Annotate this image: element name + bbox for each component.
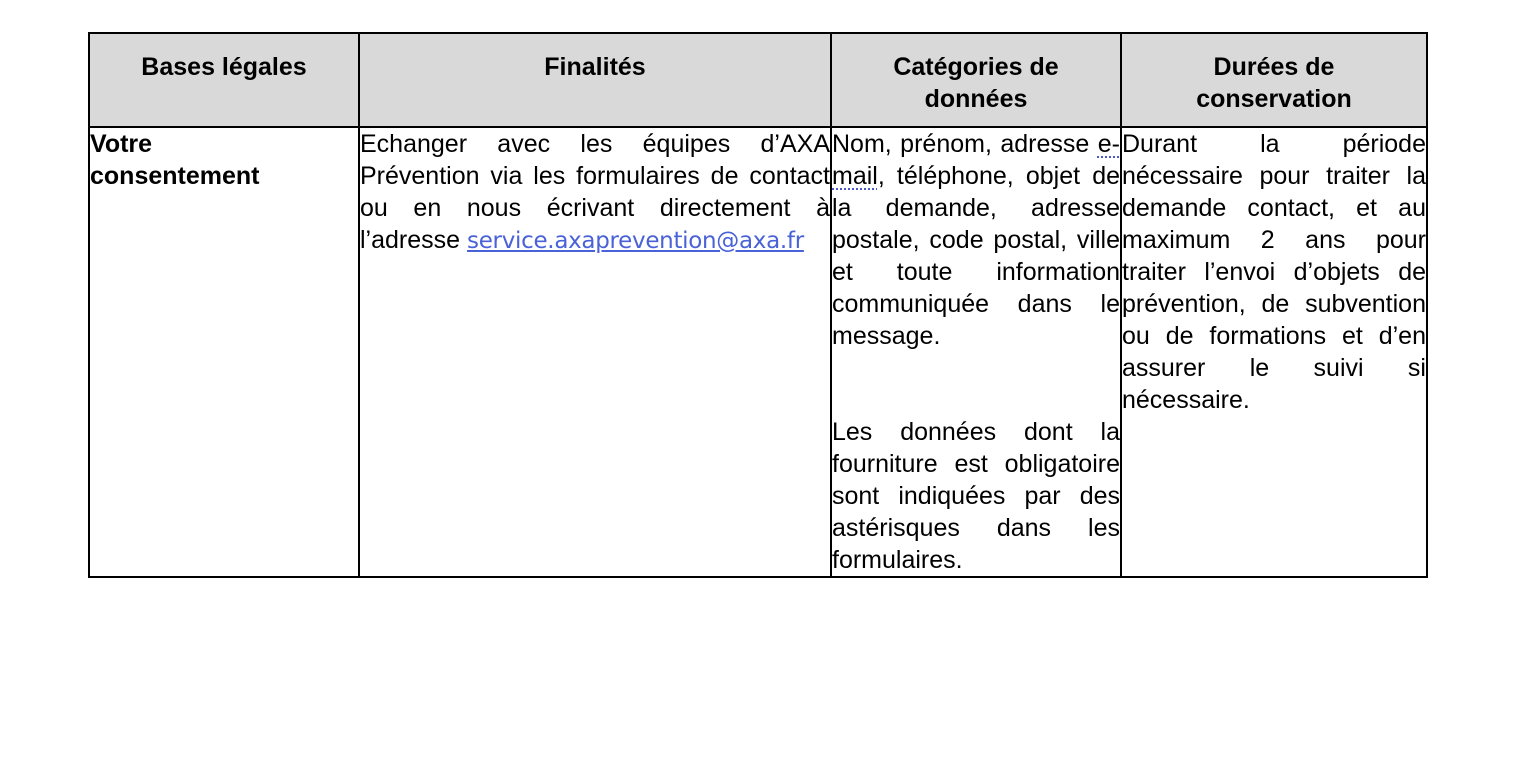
cell-retention [1121, 127, 1427, 577]
cell-legal-basis [89, 127, 359, 577]
legal-basis-line2: consentement [90, 162, 260, 190]
legal-basis-line1: Votre [90, 130, 153, 158]
cell-data-categories [831, 127, 1121, 577]
categories-paragraph [832, 128, 1120, 352]
cell-purposes [359, 127, 831, 577]
categories-text-part1: Nom, prénom, adresse [832, 130, 1090, 158]
privacy-table [88, 32, 1428, 578]
categories-email-word: e-mail [832, 130, 1120, 190]
header-purposes [359, 33, 831, 127]
table-row [89, 127, 1427, 577]
header-row [89, 33, 1427, 127]
header-data-categories-line2: données [924, 85, 1028, 113]
mandatory-fields-paragraph: Les données dont la fourniture est obligatoire sont indiquées par des astérisques dans les formulaires. [832, 418, 1120, 574]
contact-email-link[interactable]: service.axaprevention@axa.fr [467, 228, 804, 254]
header-legal-basis-label: Bases légales [141, 53, 307, 81]
table-header [89, 33, 1427, 127]
paragraph-spacer [832, 352, 1120, 416]
table-body [89, 127, 1427, 577]
header-purposes-label: Finalités [544, 53, 646, 81]
purpose-paragraph [360, 128, 830, 257]
header-legal-basis [89, 33, 359, 127]
header-retention-line2: conservation [1196, 85, 1352, 113]
header-data-categories [831, 33, 1121, 127]
purpose-text: Echanger avec les équipes d’AXA Prévention via les formulaires de contact ou en nous écrivant directement à l’adresse [360, 130, 830, 254]
retention-paragraph: Durant la période nécessaire pour traiter la demande contact, et au maximum 2 ans pour traiter l’envoi d’objets de prévention, de subvention ou de formations et d’en assurer le suivi si nécessaire. [1122, 130, 1426, 414]
categories-text-part2: , téléphone, objet de la demande, adresse postale, code postal, ville et toute information communiquée dans le message. [832, 162, 1120, 350]
header-data-categories-line1: Catégories de [893, 53, 1059, 81]
header-retention [1121, 33, 1427, 127]
header-retention-line1: Durées de [1213, 53, 1335, 81]
